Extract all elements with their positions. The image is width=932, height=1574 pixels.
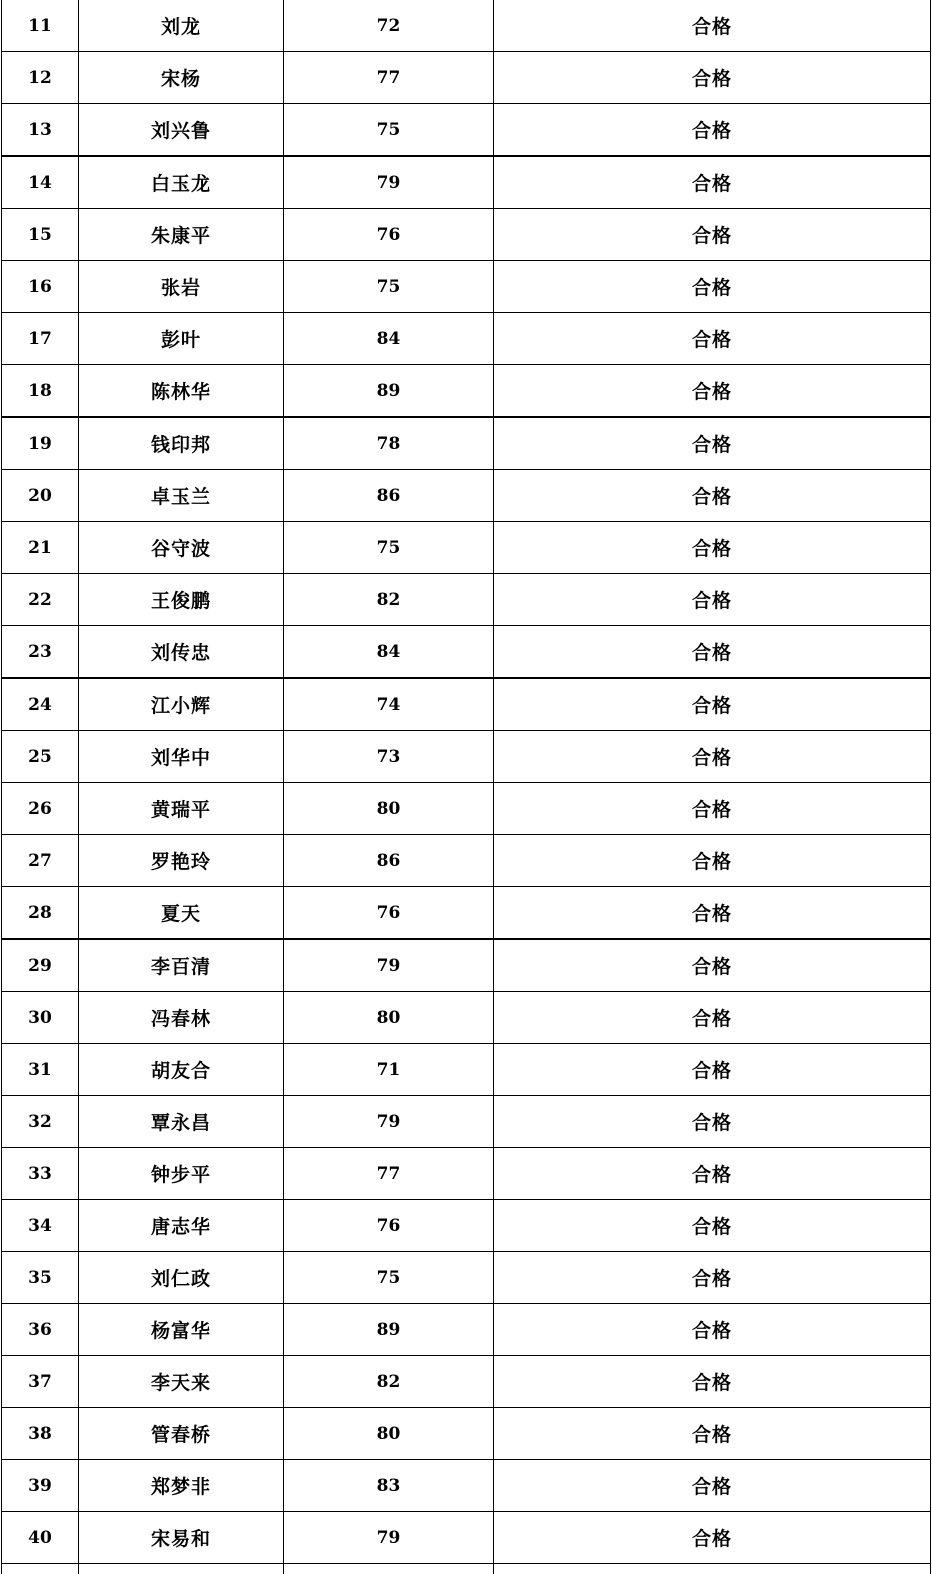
name-cell: 宋易和 <box>79 1512 284 1564</box>
score-cell: 72 <box>284 0 494 52</box>
result-cell: 合格 <box>494 1252 931 1304</box>
result-cell: 合格 <box>494 626 931 679</box>
row-number-cell: 33 <box>2 1148 79 1200</box>
name-cell: 刘仁政 <box>79 1252 284 1304</box>
score-cell: 76 <box>284 1200 494 1252</box>
name-cell: 覃永昌 <box>79 1096 284 1148</box>
table-row <box>2 835 931 887</box>
name-cell: 张岩 <box>79 261 284 313</box>
name-cell: 宋杨 <box>79 52 284 104</box>
score-cell: 78 <box>284 417 494 470</box>
score-cell: 74 <box>284 678 494 731</box>
table-row <box>2 731 931 783</box>
name-cell: 白玉龙 <box>79 156 284 209</box>
table-row <box>2 1304 931 1356</box>
row-number-cell: 12 <box>2 52 79 104</box>
score-cell: 79 <box>284 1512 494 1564</box>
table-row <box>2 992 931 1044</box>
row-number-cell: 28 <box>2 887 79 940</box>
empty-cell <box>2 1564 79 1574</box>
result-cell: 合格 <box>494 261 931 313</box>
name-cell: 郑梦非 <box>79 1460 284 1512</box>
result-cell: 合格 <box>494 104 931 157</box>
row-number-cell: 32 <box>2 1096 79 1148</box>
score-cell: 76 <box>284 887 494 940</box>
results-table <box>1 0 931 1574</box>
row-number-cell: 29 <box>2 939 79 992</box>
table-row <box>2 783 931 835</box>
result-cell: 合格 <box>494 313 931 365</box>
score-cell: 75 <box>284 522 494 574</box>
row-number-cell: 11 <box>2 0 79 52</box>
empty-cell <box>284 1564 494 1574</box>
name-cell: 李百清 <box>79 939 284 992</box>
row-number-cell: 40 <box>2 1512 79 1564</box>
name-cell: 谷守波 <box>79 522 284 574</box>
row-number-cell: 15 <box>2 209 79 261</box>
score-cell: 77 <box>284 1148 494 1200</box>
table-row <box>2 1356 931 1408</box>
result-cell: 合格 <box>494 887 931 940</box>
result-cell: 合格 <box>494 1356 931 1408</box>
table-row <box>2 261 931 313</box>
name-cell: 管春桥 <box>79 1408 284 1460</box>
result-cell: 合格 <box>494 992 931 1044</box>
score-cell: 80 <box>284 992 494 1044</box>
name-cell: 胡友合 <box>79 1044 284 1096</box>
result-cell: 合格 <box>494 470 931 522</box>
score-cell: 79 <box>284 1096 494 1148</box>
name-cell: 王俊鹏 <box>79 574 284 626</box>
score-cell: 80 <box>284 1408 494 1460</box>
result-cell: 合格 <box>494 1148 931 1200</box>
result-cell: 合格 <box>494 417 931 470</box>
row-number-cell: 22 <box>2 574 79 626</box>
result-cell: 合格 <box>494 1304 931 1356</box>
table-row <box>2 104 931 157</box>
score-cell: 75 <box>284 104 494 157</box>
score-cell: 77 <box>284 52 494 104</box>
result-cell: 合格 <box>494 522 931 574</box>
score-cell: 79 <box>284 156 494 209</box>
name-cell: 钟步平 <box>79 1148 284 1200</box>
result-cell: 合格 <box>494 52 931 104</box>
result-cell: 合格 <box>494 731 931 783</box>
table-row <box>2 939 931 992</box>
result-cell: 合格 <box>494 0 931 52</box>
score-cell: 71 <box>284 1044 494 1096</box>
score-cell: 73 <box>284 731 494 783</box>
name-cell: 李天来 <box>79 1356 284 1408</box>
row-number-cell: 26 <box>2 783 79 835</box>
row-number-cell: 34 <box>2 1200 79 1252</box>
table-row <box>2 1460 931 1512</box>
name-cell: 罗艳玲 <box>79 835 284 887</box>
row-number-cell: 14 <box>2 156 79 209</box>
result-cell: 合格 <box>494 156 931 209</box>
name-cell: 刘传忠 <box>79 626 284 679</box>
table-row <box>2 156 931 209</box>
row-number-cell: 17 <box>2 313 79 365</box>
result-cell: 合格 <box>494 1512 931 1564</box>
row-number-cell: 36 <box>2 1304 79 1356</box>
score-cell: 75 <box>284 261 494 313</box>
score-cell: 76 <box>284 209 494 261</box>
name-cell: 陈林华 <box>79 365 284 418</box>
table-row <box>2 678 931 731</box>
name-cell: 江小辉 <box>79 678 284 731</box>
row-number-cell: 25 <box>2 731 79 783</box>
name-cell: 唐志华 <box>79 1200 284 1252</box>
table-row <box>2 365 931 418</box>
name-cell: 夏天 <box>79 887 284 940</box>
result-cell: 合格 <box>494 1096 931 1148</box>
table-row <box>2 52 931 104</box>
score-cell: 82 <box>284 574 494 626</box>
table-row <box>2 626 931 679</box>
table-row <box>2 1044 931 1096</box>
table-row <box>2 313 931 365</box>
row-number-cell: 21 <box>2 522 79 574</box>
row-number-cell: 31 <box>2 1044 79 1096</box>
row-number-cell: 37 <box>2 1356 79 1408</box>
name-cell: 钱印邦 <box>79 417 284 470</box>
score-cell: 80 <box>284 783 494 835</box>
result-cell: 合格 <box>494 783 931 835</box>
row-number-cell: 35 <box>2 1252 79 1304</box>
result-cell: 合格 <box>494 1460 931 1512</box>
row-number-cell: 23 <box>2 626 79 679</box>
name-cell: 刘龙 <box>79 0 284 52</box>
row-number-cell: 38 <box>2 1408 79 1460</box>
row-number-cell: 20 <box>2 470 79 522</box>
score-cell: 86 <box>284 835 494 887</box>
row-number-cell: 19 <box>2 417 79 470</box>
row-number-cell: 13 <box>2 104 79 157</box>
result-cell: 合格 <box>494 939 931 992</box>
score-cell: 89 <box>284 1304 494 1356</box>
result-cell: 合格 <box>494 678 931 731</box>
empty-cell <box>79 1564 284 1574</box>
result-cell: 合格 <box>494 835 931 887</box>
name-cell: 刘华中 <box>79 731 284 783</box>
table-row <box>2 574 931 626</box>
table-row <box>2 1148 931 1200</box>
name-cell: 黄瑞平 <box>79 783 284 835</box>
result-cell: 合格 <box>494 574 931 626</box>
row-number-cell: 39 <box>2 1460 79 1512</box>
row-number-cell: 16 <box>2 261 79 313</box>
table-row <box>2 1200 931 1252</box>
name-cell: 刘兴鲁 <box>79 104 284 157</box>
score-cell: 86 <box>284 470 494 522</box>
result-cell: 合格 <box>494 1044 931 1096</box>
name-cell: 卓玉兰 <box>79 470 284 522</box>
result-cell: 合格 <box>494 1408 931 1460</box>
table-row <box>2 1512 931 1564</box>
name-cell: 朱康平 <box>79 209 284 261</box>
score-cell: 75 <box>284 1252 494 1304</box>
score-cell: 79 <box>284 939 494 992</box>
empty-cell <box>494 1564 931 1574</box>
name-cell: 杨富华 <box>79 1304 284 1356</box>
score-cell: 84 <box>284 626 494 679</box>
name-cell: 冯春林 <box>79 992 284 1044</box>
name-cell: 彭叶 <box>79 313 284 365</box>
score-cell: 82 <box>284 1356 494 1408</box>
table-row-partial <box>2 1564 931 1574</box>
table-body <box>2 0 931 1574</box>
score-cell: 89 <box>284 365 494 418</box>
table-row <box>2 1252 931 1304</box>
row-number-cell: 27 <box>2 835 79 887</box>
row-number-cell: 18 <box>2 365 79 418</box>
table-row <box>2 417 931 470</box>
table-row <box>2 1096 931 1148</box>
row-number-cell: 24 <box>2 678 79 731</box>
table-row <box>2 0 931 52</box>
table-row <box>2 522 931 574</box>
score-cell: 84 <box>284 313 494 365</box>
result-cell: 合格 <box>494 365 931 418</box>
table-row <box>2 209 931 261</box>
row-number-cell: 30 <box>2 992 79 1044</box>
table-row <box>2 887 931 940</box>
score-cell: 83 <box>284 1460 494 1512</box>
table-row <box>2 1408 931 1460</box>
table-row <box>2 470 931 522</box>
result-cell: 合格 <box>494 209 931 261</box>
result-cell: 合格 <box>494 1200 931 1252</box>
